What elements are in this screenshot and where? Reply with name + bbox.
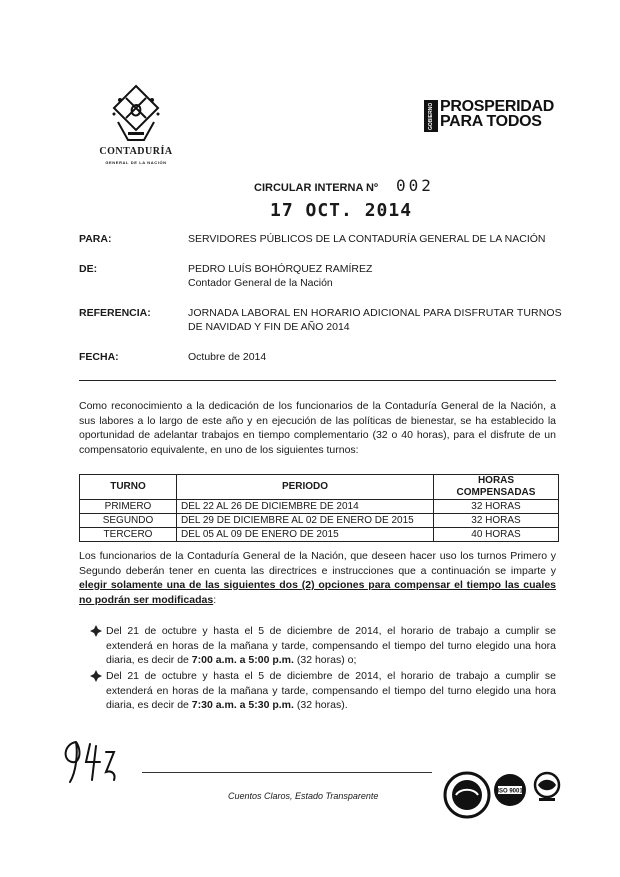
field-value-referencia-2: DE NAVIDAD Y FIN DE AÑO 2014 (188, 321, 350, 333)
table-header-row (80, 475, 559, 500)
table-cell: DEL 05 AL 09 DE ENERO DE 2015 (177, 528, 434, 542)
quality-seal-icon (530, 770, 564, 804)
instructions-end: : (213, 593, 217, 606)
list-item (90, 669, 556, 713)
footer-divider (142, 772, 432, 773)
table-row (80, 514, 559, 528)
table-cell: 40 HORAS (434, 528, 559, 542)
footer-motto: Cuentos Claros, Estado Transparente (228, 791, 379, 801)
slogan-line2: PARA TODOS (440, 113, 542, 130)
header-divider (79, 380, 556, 381)
col-turno: TURNO (80, 475, 177, 500)
table-cell: 32 HORAS (434, 500, 559, 514)
iso-seal-icon (492, 770, 528, 810)
field-value-de-title: Contador General de la Nación (188, 277, 333, 289)
table-cell: DEL 29 DE DICIEMBRE AL 02 DE ENERO DE 2015 (177, 514, 434, 528)
certification-seal-icon (442, 770, 492, 820)
col-horas: HORAS COMPENSADAS (434, 475, 559, 500)
turnos-table (79, 474, 559, 542)
table-row (80, 500, 559, 514)
field-key-referencia: REFERENCIA: (79, 307, 151, 319)
field-value-de: PEDRO LUÍS BOHÓRQUEZ RAMÍREZ (188, 263, 373, 275)
org-subtitle: GENERAL DE LA NACIÓN (105, 160, 167, 165)
bullet-text: Del 21 de octubre y hasta el 5 de diciembre de 2014, el horario de trabajo a cumplir se extenderá en horas de la mañana y tarde, compensando el tiempo del turno elegido una hora diaria, es decir de (106, 625, 556, 666)
iso-badge-label: ISO 9001 (497, 788, 523, 795)
bullet-text: Del 21 de octubre y hasta el 5 de diciembre de 2014, el horario de trabajo a cumplir se extenderá en horas de la mañana y tarde, compensando el tiempo del turno elegido una hora diaria, es decir de (106, 670, 556, 711)
field-key-fecha: FECHA: (79, 351, 119, 363)
table-cell: SEGUNDO (80, 514, 177, 528)
field-value-fecha: Octubre de 2014 (188, 351, 267, 363)
field-value-referencia: JORNADA LABORAL EN HORARIO ADICIONAL PARA DISFRUTAR TURNOS (188, 307, 562, 319)
table-cell: 32 HORAS (434, 514, 559, 528)
circular-number: 002 (396, 176, 434, 195)
intro-paragraph: Como reconocimiento a la dedicación de los funcionarios de la Contaduría General de la Nación, a sus labores a lo largo de este año y en ejecución de las políticas de bienestar, se ha establecido la oportunidad de adelantar trabajos en tiempo complementario (32 o 40 horas), para el disfrute de un compensatorio equivalente, en uno de los siguientes turnos: (79, 400, 556, 456)
bullet-hours: 7:30 a.m. a 5:30 p.m. (191, 699, 294, 711)
bullet-end: (32 horas). (293, 699, 348, 711)
bullet-hours: 7:00 a.m. a 5:00 p.m. (191, 654, 294, 666)
diamond-bullet-icon (90, 670, 102, 682)
date-stamp: 17 OCT. 2014 (270, 200, 413, 221)
slogan-mark: GOBIERNO (424, 100, 438, 132)
field-key-de: DE: (79, 263, 98, 275)
field-key-para: PARA: (79, 233, 112, 245)
list-item (90, 624, 556, 668)
col-periodo: PERIODO (177, 475, 434, 500)
org-name: CONTADURÍA (99, 146, 173, 157)
table-cell: PRIMERO (80, 500, 177, 514)
table-cell: TERCERO (80, 528, 177, 542)
bullet-end: (32 horas) o; (293, 654, 357, 666)
table-cell: DEL 22 AL 26 DE DICIEMBRE DE 2014 (177, 500, 434, 514)
table-row (80, 528, 559, 542)
slogan-line1: PROSPERIDAD (440, 98, 555, 115)
instructions-text: Los funcionarios de la Contaduría General de la Nación, que deseen hacer uso los turnos Primero y Segundo deberán tener en cuenta las directrices e instrucciones que a continuación se imparte y (79, 550, 556, 577)
instructions-emphasis: elegir solamente una de las siguientes dos (2) opciones para compensar el tiempo las cuales no podrán ser modificadas (79, 579, 556, 606)
instructions-paragraph (79, 549, 556, 607)
circular-label: CIRCULAR INTERNA Nº (254, 182, 378, 194)
field-value-para: SERVIDORES PÚBLICOS DE LA CONTADURÍA GENERAL DE LA NACIÓN (188, 233, 546, 245)
diamond-bullet-icon (90, 625, 102, 637)
handwritten-initials (56, 732, 126, 792)
